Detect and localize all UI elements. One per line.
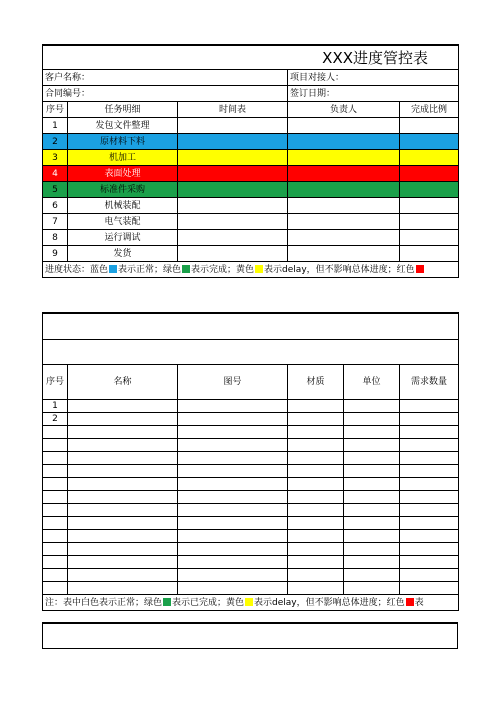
parts-row-cell[interactable] xyxy=(288,400,344,413)
parts-row-cell[interactable] xyxy=(288,569,344,582)
task-progress[interactable] xyxy=(400,230,459,246)
task-name[interactable] xyxy=(68,150,178,166)
parts-row-cell[interactable] xyxy=(178,465,288,478)
parts-row-no[interactable] xyxy=(43,556,68,569)
task-name-text: 表面处理 xyxy=(104,168,141,179)
task-name-text: 运行调试 xyxy=(104,232,141,243)
parts-row-cell[interactable] xyxy=(344,465,400,478)
parts-row-cell[interactable] xyxy=(344,504,400,517)
task-owner[interactable] xyxy=(288,134,400,150)
parts-row-cell[interactable] xyxy=(68,504,178,517)
parts-row-cell[interactable] xyxy=(400,530,459,543)
parts-row xyxy=(43,504,459,517)
task-row xyxy=(43,198,459,214)
parts-header-unit[interactable]: 单位 xyxy=(344,365,400,400)
parts-row-cell[interactable] xyxy=(344,439,400,452)
parts-row-cell[interactable] xyxy=(178,530,288,543)
parts-row-cell[interactable] xyxy=(288,478,344,491)
parts-row-cell[interactable] xyxy=(288,465,344,478)
parts-row-cell[interactable] xyxy=(68,569,178,582)
parts-row-cell[interactable] xyxy=(178,504,288,517)
parts-row-cell[interactable] xyxy=(178,491,288,504)
parts-row xyxy=(43,530,459,543)
parts-row-cell[interactable] xyxy=(288,517,344,530)
parts-row-cell[interactable] xyxy=(400,452,459,465)
parts-row-cell[interactable] xyxy=(344,556,400,569)
note-yellow-text: 表示delay，但不影响总体进度；红色 xyxy=(254,597,405,608)
header-progress[interactable]: 完成比例 xyxy=(400,102,459,118)
parts-row-cell[interactable] xyxy=(178,556,288,569)
parts-row-cell[interactable] xyxy=(68,517,178,530)
parts-row-no[interactable] xyxy=(43,504,68,517)
task-progress[interactable] xyxy=(400,214,459,230)
task-name[interactable] xyxy=(68,182,178,198)
parts-note[interactable] xyxy=(43,595,459,611)
parts-row-cell[interactable] xyxy=(344,400,400,413)
parts-row-cell[interactable] xyxy=(344,413,400,426)
task-schedule[interactable] xyxy=(178,230,288,246)
task-row xyxy=(43,214,459,230)
parts-row-cell[interactable] xyxy=(68,426,178,439)
parts-header-drawing[interactable]: 图号 xyxy=(178,365,288,400)
task-name[interactable] xyxy=(68,134,178,150)
parts-row-cell[interactable] xyxy=(178,543,288,556)
parts-row-cell[interactable] xyxy=(344,569,400,582)
task-name[interactable] xyxy=(68,166,178,182)
task-name[interactable] xyxy=(68,230,178,246)
parts-subtitle-cell[interactable] xyxy=(43,340,459,365)
task-progress[interactable] xyxy=(400,166,459,182)
header-owner[interactable]: 负责人 xyxy=(288,102,400,118)
task-no[interactable] xyxy=(43,150,68,166)
parts-row-no[interactable] xyxy=(43,465,68,478)
task-row xyxy=(43,134,459,150)
task-owner[interactable] xyxy=(288,246,400,262)
parts-header-no[interactable]: 序号 xyxy=(43,365,68,400)
parts-row-cell[interactable] xyxy=(288,426,344,439)
task-schedule[interactable] xyxy=(178,150,288,166)
parts-row-cell[interactable] xyxy=(288,452,344,465)
parts-row-cell[interactable] xyxy=(400,491,459,504)
parts-row-cell[interactable] xyxy=(68,400,178,413)
customer-name-cell[interactable]: 客户名称： xyxy=(43,70,288,86)
parts-header-name[interactable]: 名称 xyxy=(68,365,178,400)
task-row xyxy=(43,182,459,198)
parts-row-cell[interactable] xyxy=(68,452,178,465)
parts-row-no[interactable]: 2 xyxy=(43,413,68,426)
task-no-text: 9 xyxy=(52,248,58,259)
parts-row-no[interactable] xyxy=(43,582,68,595)
task-owner[interactable] xyxy=(288,166,400,182)
parts-row-cell[interactable] xyxy=(178,569,288,582)
parts-header-qty[interactable]: 需求数量 xyxy=(400,365,459,400)
parts-row-no[interactable] xyxy=(43,478,68,491)
task-row xyxy=(43,230,459,246)
task-name-text: 电气装配 xyxy=(104,216,141,227)
header-schedule[interactable]: 时间表 xyxy=(178,102,288,118)
parts-header-material[interactable]: 材质 xyxy=(288,365,344,400)
parts-row-cell[interactable] xyxy=(344,517,400,530)
parts-row-cell[interactable] xyxy=(344,543,400,556)
task-name-text: 标准件采购 xyxy=(99,184,145,195)
parts-row-cell[interactable] xyxy=(288,504,344,517)
parts-row-cell[interactable] xyxy=(178,452,288,465)
parts-title-cell[interactable] xyxy=(43,313,459,340)
parts-row-cell[interactable] xyxy=(68,478,178,491)
task-owner[interactable] xyxy=(288,118,400,134)
task-no-text: 6 xyxy=(52,200,58,211)
parts-row-cell[interactable] xyxy=(178,400,288,413)
parts-row-cell[interactable] xyxy=(68,556,178,569)
parts-row-cell[interactable] xyxy=(288,530,344,543)
parts-sheet xyxy=(42,312,458,611)
task-no[interactable] xyxy=(43,118,68,134)
legend-blue-text: 表示正常；绿色 xyxy=(118,264,182,275)
project-contact-cell[interactable]: 项目对接人： xyxy=(288,70,459,86)
task-schedule[interactable] xyxy=(178,182,288,198)
note-green-text: 表示已完成；黄色 xyxy=(172,597,245,608)
parts-row-cell[interactable] xyxy=(344,426,400,439)
parts-row-cell[interactable] xyxy=(288,556,344,569)
task-progress[interactable] xyxy=(400,182,459,198)
task-schedule[interactable] xyxy=(178,118,288,134)
sign-date-cell[interactable]: 签订日期： xyxy=(288,86,459,102)
parts-row-no[interactable] xyxy=(43,543,68,556)
task-no[interactable] xyxy=(43,166,68,182)
green-swatch-icon xyxy=(182,265,190,273)
parts-row xyxy=(43,439,459,452)
parts-row-cell[interactable] xyxy=(344,491,400,504)
contract-number-cell[interactable]: 合同编号： xyxy=(43,86,288,102)
task-name[interactable] xyxy=(68,118,178,134)
task-schedule[interactable] xyxy=(178,198,288,214)
task-no-text: 5 xyxy=(52,184,58,195)
progress-sheet xyxy=(42,44,458,278)
parts-row-cell[interactable] xyxy=(344,582,400,595)
parts-row-cell[interactable] xyxy=(68,465,178,478)
parts-row xyxy=(43,452,459,465)
parts-row xyxy=(43,413,459,426)
task-no-text: 4 xyxy=(52,168,58,179)
parts-row xyxy=(43,517,459,530)
parts-row-no[interactable] xyxy=(43,530,68,543)
parts-row-cell[interactable] xyxy=(400,556,459,569)
parts-row-cell[interactable] xyxy=(400,504,459,517)
parts-row-cell[interactable] xyxy=(344,478,400,491)
parts-row xyxy=(43,400,459,413)
parts-table xyxy=(42,312,459,611)
note-yellow-swatch-icon xyxy=(245,598,253,606)
parts-row xyxy=(43,491,459,504)
parts-row-cell[interactable] xyxy=(400,400,459,413)
task-no-text: 7 xyxy=(52,216,58,227)
yellow-swatch-icon xyxy=(255,265,263,273)
parts-row-cell[interactable] xyxy=(400,569,459,582)
parts-row-no[interactable]: 1 xyxy=(43,400,68,413)
task-row xyxy=(43,166,459,182)
note-green-swatch-icon xyxy=(163,598,171,606)
parts-row-cell[interactable] xyxy=(178,439,288,452)
parts-row-no[interactable] xyxy=(43,452,68,465)
red-swatch-icon xyxy=(416,265,424,273)
parts-row-cell[interactable] xyxy=(400,478,459,491)
parts-row-cell[interactable] xyxy=(400,582,459,595)
parts-row-cell[interactable] xyxy=(178,413,288,426)
task-no-text: 1 xyxy=(52,120,58,131)
task-name-text: 机械装配 xyxy=(104,200,141,211)
note-red-text: 表 xyxy=(414,597,424,608)
parts-row-cell[interactable] xyxy=(400,439,459,452)
task-name[interactable] xyxy=(68,198,178,214)
legend-green-text: 表示完成；黄色 xyxy=(191,264,255,275)
parts-row-cell[interactable] xyxy=(68,439,178,452)
next-sheet xyxy=(42,622,458,649)
task-row xyxy=(43,246,459,262)
parts-row xyxy=(43,556,459,569)
parts-row-no[interactable] xyxy=(43,517,68,530)
table2-header-row xyxy=(43,365,459,400)
parts-row-cell[interactable] xyxy=(288,439,344,452)
task-progress[interactable] xyxy=(400,246,459,262)
parts-row-cell[interactable] xyxy=(400,413,459,426)
header-no[interactable]: 序号 xyxy=(43,102,68,118)
sheet-title[interactable]: XXX进度管控表 xyxy=(43,45,459,70)
parts-row xyxy=(43,465,459,478)
task-no[interactable] xyxy=(43,134,68,150)
status-legend[interactable] xyxy=(43,262,459,278)
task-row xyxy=(43,150,459,166)
next-table xyxy=(42,622,458,649)
parts-row-cell[interactable] xyxy=(344,530,400,543)
parts-row xyxy=(43,582,459,595)
task-name[interactable] xyxy=(68,246,178,262)
task-no[interactable] xyxy=(43,182,68,198)
parts-row-cell[interactable] xyxy=(288,491,344,504)
task-schedule[interactable] xyxy=(178,134,288,150)
parts-row-no[interactable] xyxy=(43,426,68,439)
parts-row xyxy=(43,426,459,439)
task-progress[interactable] xyxy=(400,134,459,150)
parts-row xyxy=(43,478,459,491)
parts-row-cell[interactable] xyxy=(288,582,344,595)
note-prefix: 注：表中白色表示正常；绿色 xyxy=(45,597,163,608)
legend-yellow-text: 表示delay，但不影响总体进度；红色 xyxy=(264,264,415,275)
parts-row xyxy=(43,543,459,556)
legend-prefix: 进度状态：蓝色 xyxy=(45,264,109,275)
task-no[interactable] xyxy=(43,230,68,246)
parts-row-no[interactable] xyxy=(43,439,68,452)
parts-row-cell[interactable] xyxy=(288,413,344,426)
task-no-text: 3 xyxy=(52,152,58,163)
task-progress[interactable] xyxy=(400,118,459,134)
parts-row-cell[interactable] xyxy=(400,543,459,556)
task-owner[interactable] xyxy=(288,150,400,166)
progress-table xyxy=(42,44,459,278)
task-no-text: 8 xyxy=(52,232,58,243)
parts-row-no[interactable] xyxy=(43,491,68,504)
parts-row-cell[interactable] xyxy=(400,517,459,530)
parts-row-cell[interactable] xyxy=(344,452,400,465)
task-name[interactable] xyxy=(68,214,178,230)
task-progress[interactable] xyxy=(400,150,459,166)
task-no-text: 2 xyxy=(52,136,58,147)
parts-row-cell[interactable] xyxy=(288,543,344,556)
task-no[interactable] xyxy=(43,198,68,214)
parts-row-cell[interactable] xyxy=(178,478,288,491)
task-owner[interactable] xyxy=(288,198,400,214)
task-owner[interactable] xyxy=(288,230,400,246)
task-schedule[interactable] xyxy=(178,246,288,262)
parts-row-cell[interactable] xyxy=(68,543,178,556)
parts-row-cell[interactable] xyxy=(68,530,178,543)
task-row xyxy=(43,118,459,134)
task-name-text: 发包文件整理 xyxy=(95,120,150,131)
header-task[interactable]: 任务明细 xyxy=(68,102,178,118)
parts-row-cell[interactable] xyxy=(68,413,178,426)
task-no[interactable] xyxy=(43,246,68,262)
task-schedule[interactable] xyxy=(178,166,288,182)
task-name-text: 发货 xyxy=(113,248,132,259)
table1-header-row xyxy=(43,102,459,118)
parts-row-cell[interactable] xyxy=(400,426,459,439)
parts-row xyxy=(43,569,459,582)
task-name-text: 机加工 xyxy=(108,152,136,163)
task-owner[interactable] xyxy=(288,214,400,230)
blue-swatch-icon xyxy=(109,265,117,273)
parts-row-no[interactable] xyxy=(43,569,68,582)
note-red-swatch-icon xyxy=(406,598,414,606)
parts-row-cell[interactable] xyxy=(178,582,288,595)
next-title-cell[interactable] xyxy=(43,623,458,649)
task-owner[interactable] xyxy=(288,182,400,198)
task-schedule[interactable] xyxy=(178,214,288,230)
task-name-text: 原材料下料 xyxy=(99,136,145,147)
parts-row-cell[interactable] xyxy=(178,517,288,530)
parts-row-cell[interactable] xyxy=(400,465,459,478)
parts-row-cell[interactable] xyxy=(68,491,178,504)
parts-row-cell[interactable] xyxy=(68,582,178,595)
task-progress[interactable] xyxy=(400,198,459,214)
task-no[interactable] xyxy=(43,214,68,230)
parts-row-cell[interactable] xyxy=(178,426,288,439)
